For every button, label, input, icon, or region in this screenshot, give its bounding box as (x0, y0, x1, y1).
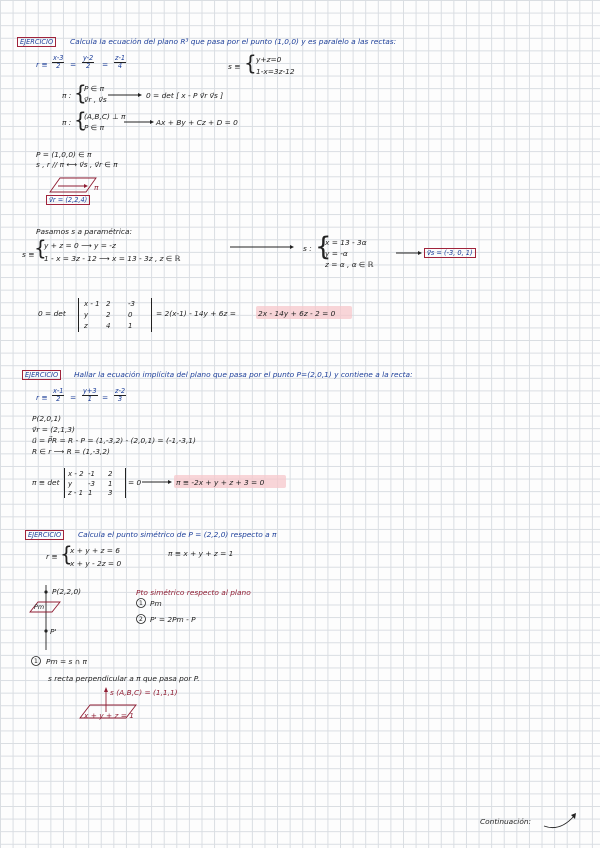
condition-line: (A,B,C) ⊥ π (84, 112, 126, 121)
matrix-cell: -3 (88, 479, 95, 488)
matrix-cell: 2 (106, 311, 111, 319)
condition-line: v⃗r , v⃗s (84, 95, 107, 104)
plane-result: 2x - 14y + 6z - 2 = 0 (258, 309, 336, 318)
notebook-page: EJERCICIO Calcula la ecuación del plano R³ que pasa por el punto (1,0,0) y es paralelo a las rectas: r ≡ $\frac{x-3}{2}$ = $\frac{y-2}{2}$ = $\frac{z-1}{4}$ s ≡ { y+z=0 1-x=3z-12 π : { P ∈ π v⃗r , v⃗s 0 = det [ x - P v⃗r v⃗s ] π : { (A,B,C) ⊥ π P ∈ π Ax + By + Cz + D = 0 P = (1,0,0) ∈ π s , r // π ⟷ v⃗s , v⃗r ∈ π π v⃗r = (2,2,4) Pasamos s a paramétrica: s ≡ { y + z = 0 ⟶ y = -z 1 - x = 3z - 12 ⟶ x = 13 - 3z , z ∈ ℝ s : { x = 13 - 3α y = -α z = α , α ∈ ℝ v⃗s = (-3, 0, 1) 0 = det x - 1 2 -3 y 2 0 z 4 1 = 2(x-1) - 14y + 6z = 2x - 14y + 6z - 2 = 0 EJERCICIO Hallar la ecuación implícita del plano que pasa por el punto P=(2,0,1) y contiene a la recta: r ≡ $\frac{x-1}{2}$ = $\frac{y+3}{1}$ = $\frac{z-2}{3}$ P(2,0,1) v⃗r = (2,1,3) u⃗ = P⃗R = R - P = (1,-3,2) - (2,0,1) = (-1,-3,1) R ∈ r ⟶ R = (1,-3,2) π ≡ det x - 2 -1 2 y -3 1 z - 1 1 3 = 0 π ≡ -2x + y + z + 3 = 0 EJERCICIO Calcula el punto simétrico de P = (2,2,0) respecto a π r ≡ { x + y + z = 6 x + y - 2z = 0 π ≡ x + y + z = 1 P(2,2,0) Pm P' Pto simétrico respecto al plano 1 Pm 2 P' = 2Pm - P 1 Pm = s ∩ π s recta perpendicular a π que pasa por P. s (A,B,C) = (1,1,1) x + y + z = 1 Continuación: (0, 0, 600, 848)
matrix-cell: -3 (128, 300, 135, 308)
exercise-tag: EJERCICIO (22, 370, 61, 380)
fraction: $\frac{z-2}{3}$ (115, 387, 126, 403)
system-line: y + z = 0 ⟶ y = -z (44, 241, 116, 250)
exercise-tag: EJERCICIO (25, 530, 64, 540)
arrow-head (418, 251, 422, 255)
matrix-cell: 0 (128, 311, 133, 319)
continuation-arrow (544, 816, 574, 828)
fraction: $\frac{x-1}{2}$ (53, 387, 64, 403)
work-line: v⃗r = (2,1,3) (32, 425, 75, 434)
condition-line: P ∈ π (84, 84, 105, 93)
line-label-s: s : (303, 244, 312, 253)
exercise-statement: Calcula el punto simétrico de P = (2,2,0) respecto a π (78, 530, 277, 539)
work-line: R ∈ r ⟶ R = (1,-3,2) (32, 447, 110, 456)
matrix-cell: y (84, 311, 89, 319)
symmetric-title: Pto simétrico respecto al plano (136, 588, 251, 597)
exercise-tag: EJERCICIO (17, 37, 56, 47)
arrow-head (168, 480, 172, 484)
matrix-cell: 2 (108, 470, 113, 478)
perpendicular-definition: s recta perpendicular a π que pasa por P. (48, 674, 200, 683)
line-label-r: r ≡ (36, 60, 48, 69)
pm-label: Pm (34, 603, 45, 611)
arrow-head (138, 93, 142, 97)
plane-result: π ≡ -2x + y + z + 3 = 0 (176, 478, 265, 487)
vector-head (84, 184, 88, 188)
fraction: $\frac{x-3}{2}$ (53, 54, 64, 70)
pprime-label: P' (50, 627, 57, 636)
line-label-r: r ≡ (46, 552, 58, 561)
matrix-cell: z (84, 322, 88, 330)
line-label-r: r ≡ (36, 393, 48, 402)
fraction: $\frac{z-1}{4}$ (115, 54, 126, 70)
normal-head (104, 687, 108, 692)
work-line: P(2,0,1) (32, 414, 62, 423)
fraction: $\frac{y-2}{2}$ (83, 54, 94, 70)
system-line: x + y - 2z = 0 (70, 559, 122, 568)
line-label-s: s ≡ (228, 62, 241, 71)
det-formula: 0 = det [ x - P v⃗r v⃗s ] (146, 91, 224, 100)
system-line: 1-x=3z-12 (256, 67, 295, 76)
point-line: P = (1,0,0) ∈ π (36, 150, 92, 159)
matrix-cell: 3 (108, 489, 113, 497)
exercise-statement: Calcula la ecuación del plano R³ que pasa por el punto (1,0,0) y es paralelo a las rectas: (70, 37, 397, 46)
step-1-detail: Pm = s ∩ π (46, 657, 87, 666)
matrix-cell: x - 1 (84, 300, 100, 308)
matrix-cell: z - 1 (68, 489, 84, 497)
plane-label: π : (62, 118, 72, 127)
matrix-cell: -1 (88, 470, 95, 478)
normal-vector-label: s (A,B,C) = (1,1,1) (110, 688, 178, 697)
system-line: x + y + z = 6 (70, 546, 121, 555)
matrix-cell: 1 (128, 322, 133, 330)
matrix-cell: 1 (88, 489, 93, 497)
matrix-cell: 2 (106, 300, 111, 308)
arrow-head (150, 120, 154, 124)
plane-sketch-label: x + y + z = 1 (84, 711, 135, 720)
plane-equation: π ≡ x + y + z = 1 (168, 549, 234, 558)
vector-s-box: v⃗s = (-3, 0, 1) (424, 248, 476, 258)
step-2: P' = 2Pm - P (150, 615, 196, 624)
point-pprime (44, 629, 47, 632)
line-label-s: s ≡ (22, 250, 35, 259)
det-prefix: 0 = det (38, 309, 66, 318)
fraction: $\frac{y+3}{1}$ (83, 387, 97, 403)
step-1: Pm (150, 599, 162, 608)
matrix-cell: 1 (108, 479, 113, 488)
plane-symbol: π (94, 183, 99, 192)
param-line: y = -α (325, 249, 348, 258)
det-expansion: = 2(x-1) - 14y + 6z = (156, 309, 236, 318)
general-plane-equation: Ax + By + Cz + D = 0 (156, 118, 238, 127)
point-label: P(2,2,0) (52, 587, 82, 596)
param-line: x = 13 - 3α (325, 238, 367, 247)
matrix-cell: y (68, 479, 73, 488)
matrix-cell: x - 2 (68, 470, 84, 478)
system-line: 1 - x = 3z - 12 ⟶ x = 13 - 3z , z ∈ ℝ (44, 254, 181, 263)
matrix-cell: 4 (106, 322, 111, 330)
plane-sketch (50, 178, 99, 192)
det-equals: = 0 (128, 478, 142, 487)
parallel-line: s , r // π ⟷ v⃗s , v⃗r ∈ π (36, 160, 118, 169)
plane-label: π : (62, 91, 72, 100)
exercise-statement: Hallar la ecuación implícita del plano que pasa por el punto P=(2,0,1) y contiene a la recta: (74, 370, 413, 379)
param-line: z = α , α ∈ ℝ (325, 260, 374, 269)
arrow-head (290, 245, 294, 249)
condition-line: P ∈ π (84, 123, 105, 132)
vector-r-box: v⃗r = (2,2,4) (46, 195, 90, 205)
continuation-label: Continuación: (480, 817, 532, 826)
point-p (44, 590, 47, 593)
work-line: u⃗ = P⃗R = R - P = (1,-3,2) - (2,0,1) = (-1,-3,1) (32, 436, 196, 445)
det-prefix: π ≡ det (32, 478, 60, 487)
param-title: Pasamos s a paramétrica: (36, 227, 132, 236)
system-line: y+z=0 (256, 55, 282, 64)
